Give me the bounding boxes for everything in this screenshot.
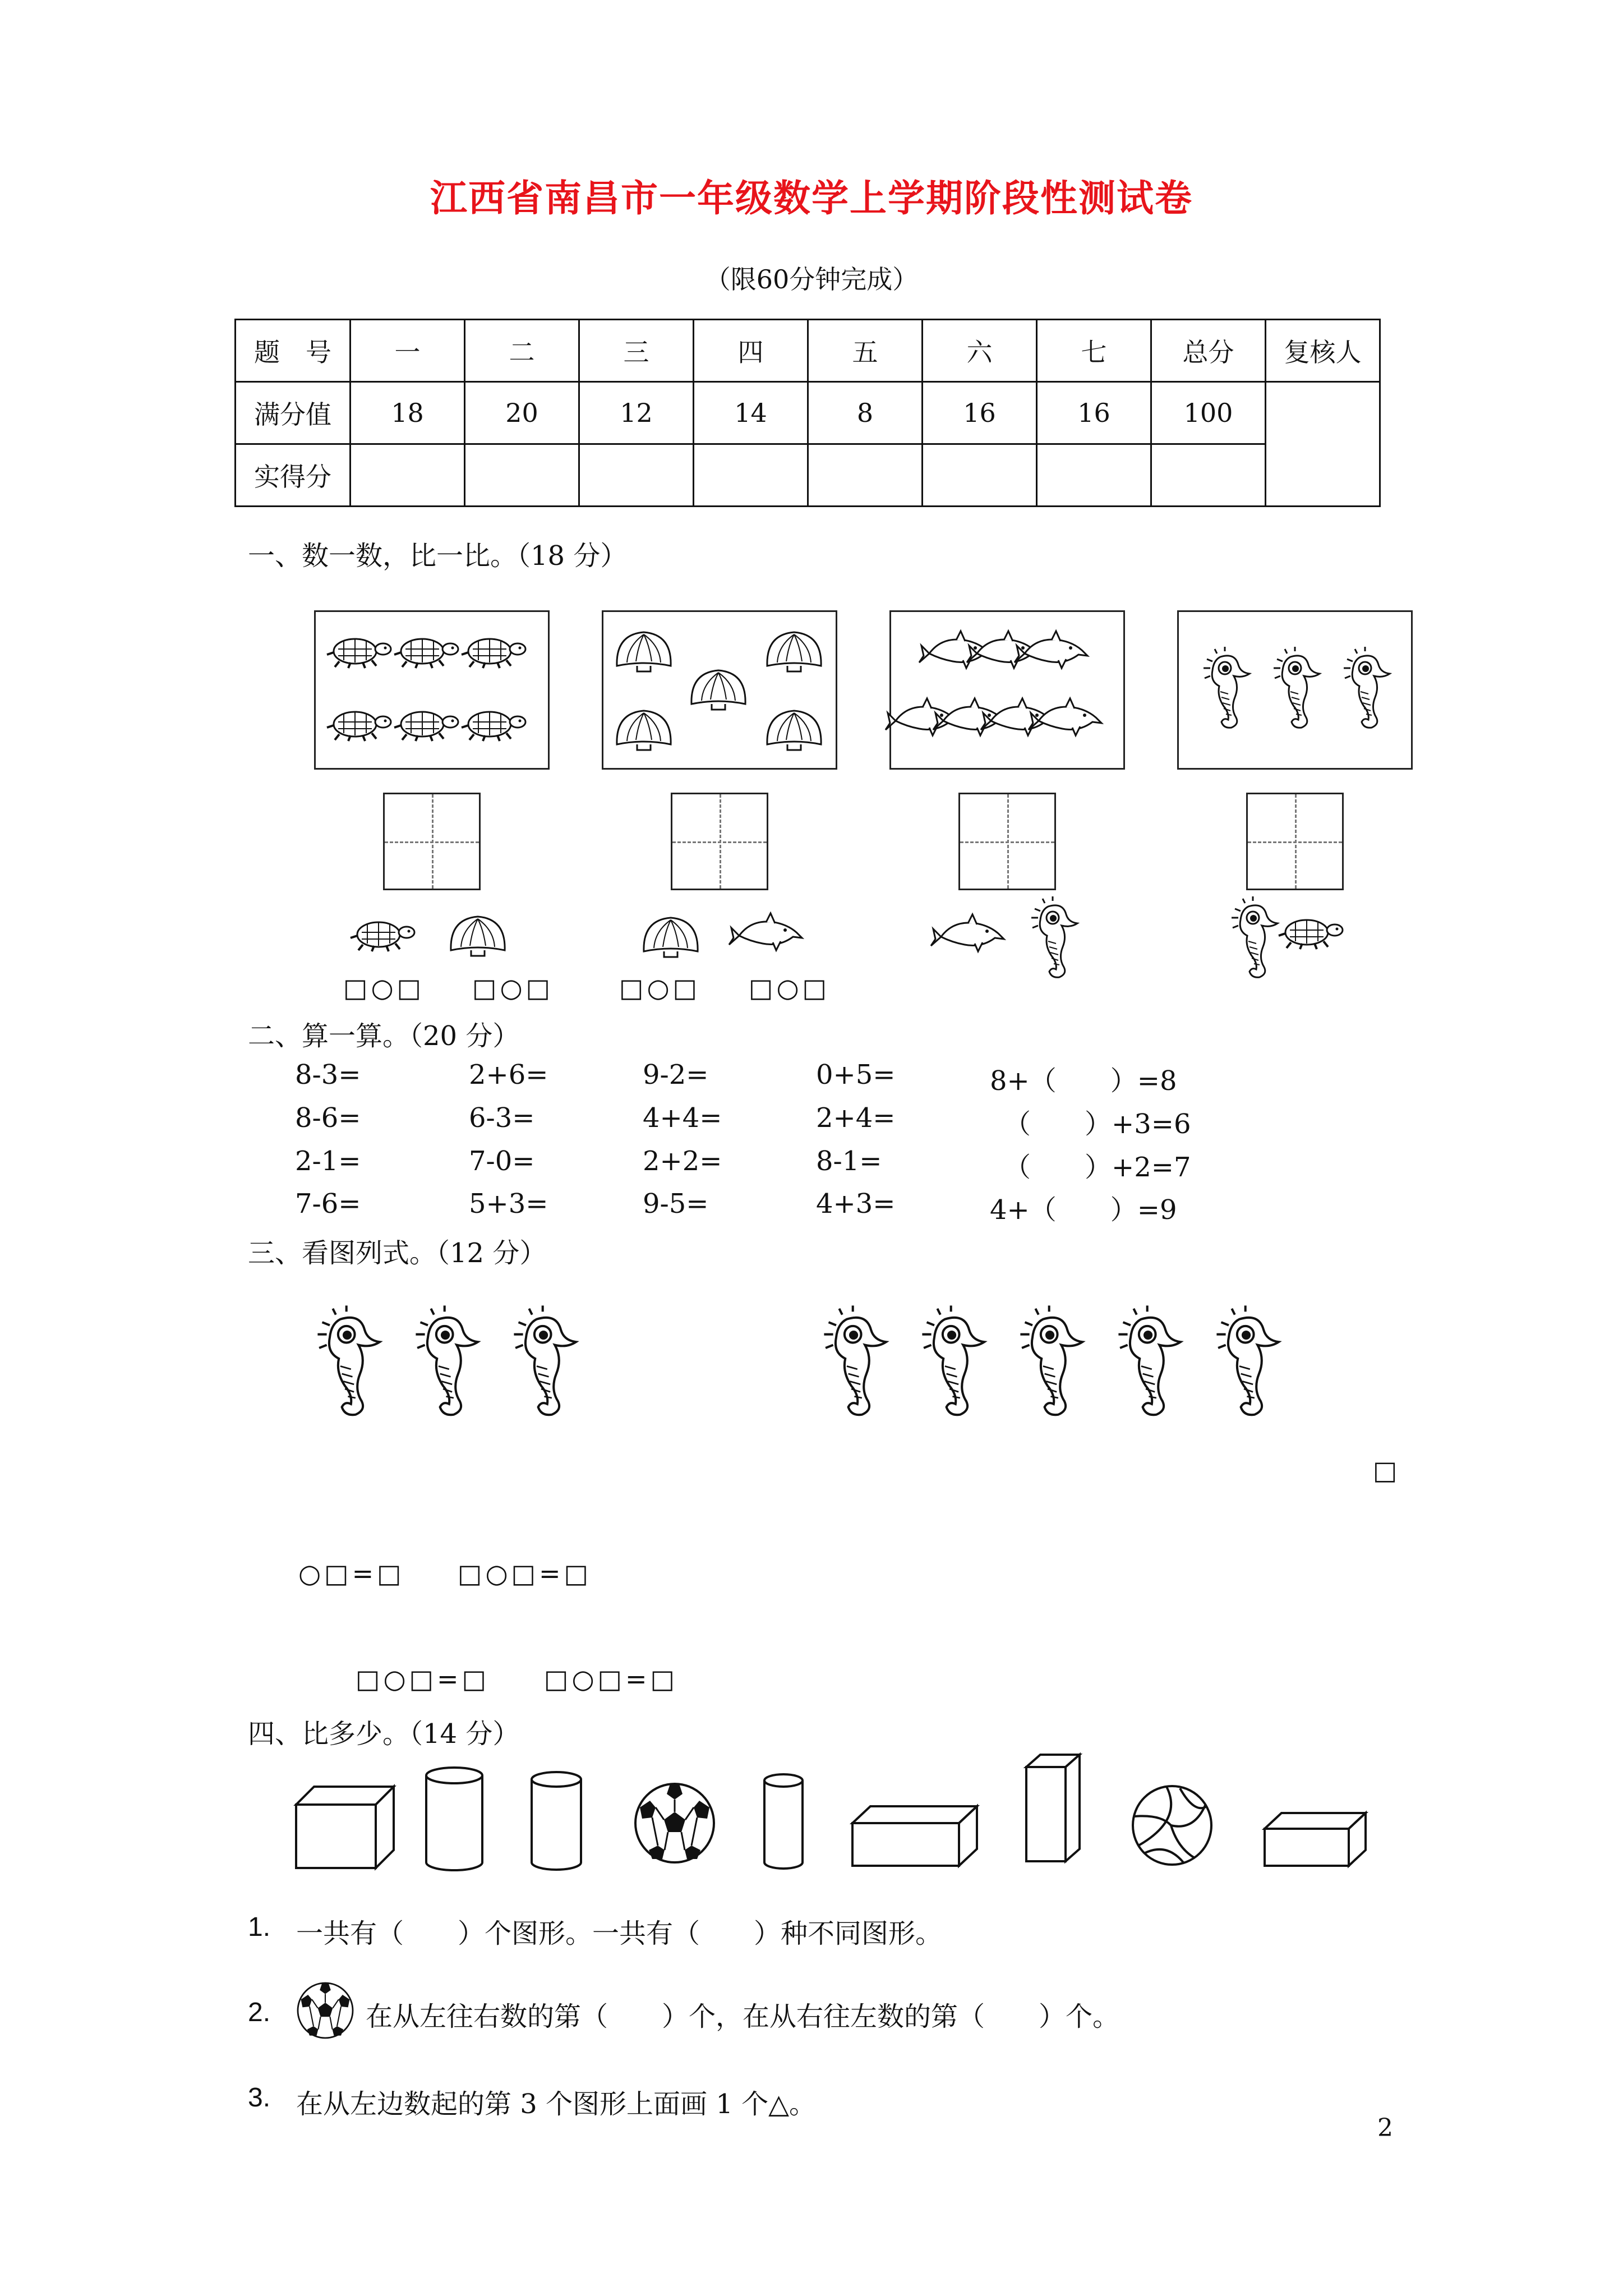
count-box[interactable] <box>671 793 768 890</box>
turtle-icon <box>351 922 414 951</box>
equation: 4+4= <box>643 1102 722 1134</box>
shell-icon <box>644 918 698 957</box>
table-cell: 复核人 <box>1266 320 1380 382</box>
equation: 8-6= <box>295 1102 361 1134</box>
table-cell: 18 <box>351 382 465 444</box>
formula[interactable]: ○□=□ <box>298 1558 405 1589</box>
table-cell: 四 <box>694 320 808 382</box>
table-cell: 14 <box>694 382 808 444</box>
shape-row <box>0 1750 1623 1896</box>
score-input-cell[interactable] <box>808 444 923 507</box>
seahorse-icon <box>1118 1305 1181 1415</box>
cube-icon <box>296 1787 394 1868</box>
question-3-text: 在从左边数起的第 3 个图形上面画 1 个△。 <box>296 2088 817 2120</box>
table-cell: 五 <box>808 320 923 382</box>
volleyball-icon <box>1133 1786 1211 1865</box>
equation: 7-0= <box>469 1145 535 1177</box>
compare-answer[interactable]: □○□ <box>619 973 701 1003</box>
cuboid-icon <box>852 1806 977 1866</box>
section-3-heading: 三、看图列式。（12 分） <box>248 1237 547 1269</box>
compare-answer[interactable]: □○□ <box>343 973 425 1003</box>
equation: 7-6= <box>295 1188 361 1220</box>
score-input-cell[interactable] <box>579 444 694 507</box>
score-table <box>234 319 1381 507</box>
equation: （ ）+3=6 <box>1004 1108 1191 1140</box>
dolphin-icon <box>931 914 1004 951</box>
tall-cuboid-icon <box>1026 1755 1080 1861</box>
table-cell: 一 <box>351 320 465 382</box>
score-input-cell[interactable] <box>1037 444 1151 507</box>
section-2-heading: 二、算一算。（20 分） <box>248 1020 520 1052</box>
score-input-cell[interactable] <box>1151 444 1266 507</box>
table-cell: 16 <box>1037 382 1151 444</box>
table-row <box>236 444 1380 507</box>
question-1-text: 一共有（ ）个图形。一共有（ ）种不同图形。 <box>296 1918 943 1949</box>
table-cell: 题 号 <box>236 320 351 382</box>
compare-answer[interactable]: □○□ <box>472 973 554 1003</box>
cuboid-icon <box>1265 1813 1366 1866</box>
equation: 8+（ ）=8 <box>990 1065 1177 1097</box>
turtle-icon <box>1279 920 1343 949</box>
turtle-panel <box>314 610 550 770</box>
equation: 2-1= <box>295 1145 361 1177</box>
shell-icon <box>603 612 836 768</box>
time-limit-note: （限60分钟完成） <box>704 264 919 295</box>
table-cell: 100 <box>1151 382 1266 444</box>
formula[interactable]: □○□=□ <box>356 1664 490 1694</box>
table-cell: 16 <box>923 382 1037 444</box>
score-input-cell[interactable] <box>465 444 579 507</box>
equation: 9-2= <box>643 1059 709 1091</box>
equation: 2+2= <box>643 1145 722 1177</box>
question-number: 2. <box>248 1998 271 2027</box>
seahorse-icon <box>1216 1305 1279 1415</box>
table-cell: 12 <box>579 382 694 444</box>
question-number: 1. <box>248 1912 271 1942</box>
count-box[interactable] <box>958 793 1056 890</box>
table-cell: 实得分 <box>236 444 351 507</box>
equation: 4+（ ）=9 <box>990 1194 1177 1226</box>
formula[interactable]: □○□=□ <box>458 1558 592 1589</box>
score-input-cell[interactable] <box>923 444 1037 507</box>
score-input-cell[interactable] <box>351 444 465 507</box>
table-cell: 总分 <box>1151 320 1266 382</box>
equation: 0+5= <box>816 1059 896 1091</box>
seahorse-icon <box>317 1305 380 1415</box>
equation: 4+3= <box>816 1188 896 1220</box>
page-title: 江西省南昌市一年级数学上学期阶段性测试卷 <box>430 176 1193 220</box>
seahorse-icon <box>1179 612 1411 768</box>
table-cell: 六 <box>923 320 1037 382</box>
seahorse-icon <box>1020 1305 1082 1415</box>
equation: 9-5= <box>643 1188 709 1220</box>
table-cell: 8 <box>808 382 923 444</box>
compare-answer[interactable]: □○□ <box>749 973 831 1003</box>
equation: 8-1= <box>816 1145 882 1177</box>
cylinder-icon <box>532 1772 581 1870</box>
seahorse-icon <box>514 1305 576 1415</box>
dolphin-icon <box>891 612 1123 768</box>
section-1-heading: 一、数一数，比一比。（18 分） <box>248 540 628 572</box>
equation: （ ）+2=7 <box>1004 1152 1191 1183</box>
turtle-icon <box>316 612 548 768</box>
section-4-heading: 四、比多少。（14 分） <box>248 1718 520 1750</box>
soccer-ball-icon <box>635 1784 714 1862</box>
table-cell: 20 <box>465 382 579 444</box>
compare-pairs <box>0 904 1623 972</box>
page-number: 2 <box>1377 2114 1393 2142</box>
formula[interactable]: □○□=□ <box>544 1664 679 1694</box>
shell-icon <box>451 917 505 956</box>
dolphin-panel <box>889 610 1125 770</box>
table-row <box>236 320 1380 382</box>
count-box[interactable] <box>383 793 481 890</box>
seahorse-icon <box>922 1305 984 1415</box>
seahorse-icon <box>1031 896 1077 977</box>
table-cell: 七 <box>1037 320 1151 382</box>
seahorse-panel <box>1177 610 1413 770</box>
seahorse-group <box>0 1290 1623 1430</box>
table-row <box>236 382 1380 444</box>
soccer-ball-icon <box>292 1977 359 2044</box>
score-input-cell[interactable] <box>694 444 808 507</box>
table-cell: 二 <box>465 320 579 382</box>
dolphin-icon <box>729 913 802 950</box>
equation: 8-3= <box>295 1059 361 1091</box>
count-box[interactable] <box>1246 793 1344 890</box>
cylinder-icon <box>764 1774 803 1869</box>
cylinder-icon <box>426 1768 482 1870</box>
question-number: 3. <box>248 2083 271 2113</box>
seahorse-icon <box>416 1305 478 1415</box>
equation: 6-3= <box>469 1102 535 1134</box>
equation: 5+3= <box>469 1188 548 1220</box>
equation: 2+4= <box>816 1102 896 1134</box>
reviewer-cell[interactable] <box>1266 382 1380 507</box>
equation: 2+6= <box>469 1059 548 1091</box>
question-2-text: 在从左往右数的第（ ）个，在从右往左数的第（ ）个。 <box>366 2001 1120 2032</box>
answer-box[interactable]: □ <box>1373 1455 1401 1485</box>
table-cell: 三 <box>579 320 694 382</box>
seahorse-icon <box>824 1305 886 1415</box>
table-cell: 满分值 <box>236 382 351 444</box>
seahorse-icon <box>1232 896 1278 977</box>
shell-panel <box>602 610 837 770</box>
